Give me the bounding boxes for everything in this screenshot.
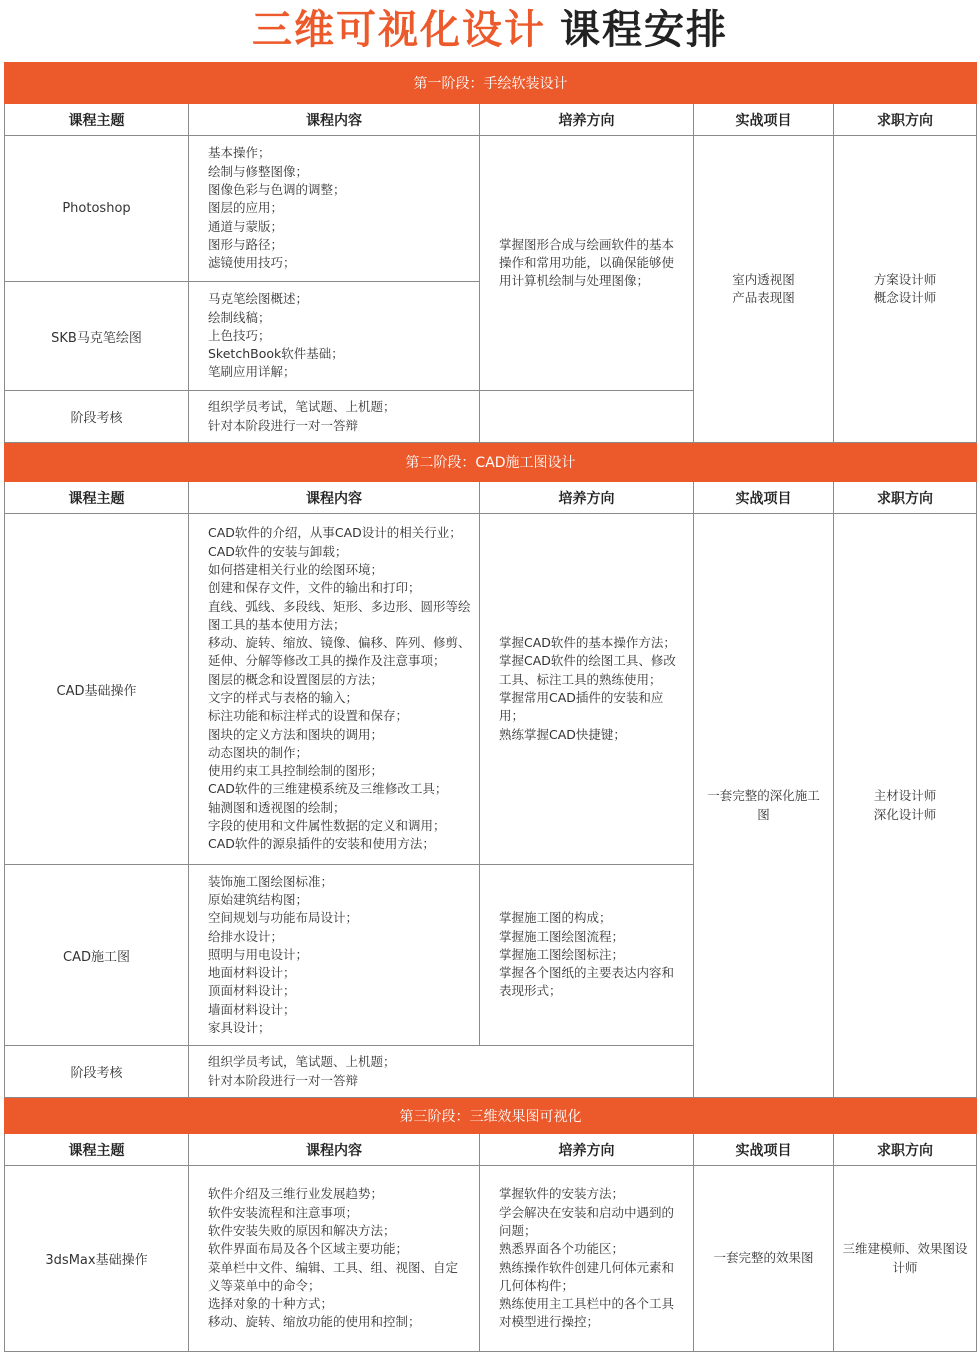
project-cell xyxy=(694,514,834,1098)
topic-cell: CAD施工图 xyxy=(5,865,189,1046)
column-header: 课程内容 xyxy=(189,482,480,514)
column-header: 培养方向 xyxy=(480,1134,694,1166)
page-title-highlight: 三维可视化设计 xyxy=(252,6,546,53)
topic-cell: CAD基础操作 xyxy=(5,514,189,865)
stage-title: 第三阶段：三维效果图可视化 xyxy=(5,1098,977,1134)
text-line: 掌握图形合成与绘画软件的基本操作和常用功能，以确保能够使用计算机绘制与处理图像； xyxy=(499,236,675,289)
text-line: 顶面材料设计； xyxy=(208,983,296,999)
text-line: 绘制线稿； xyxy=(208,309,271,325)
course-schedule-table xyxy=(4,62,977,1352)
text-line: 主材设计师 xyxy=(873,788,937,804)
text-line: 软件界面布局及各个区域主要功能； xyxy=(208,1241,409,1257)
text-line: 装饰施工图绘图标准； xyxy=(208,873,334,889)
content-cell xyxy=(189,391,480,443)
text-line: CAD软件的安装与卸载； xyxy=(208,543,348,559)
text-line: 文字的样式与表格的输入； xyxy=(208,690,359,705)
text-line: 学会解决在安装和启动中遇到的问题； xyxy=(499,1204,675,1238)
text-line: 移动、旋转、缩放、镜像、偏移、阵列、修剪、 xyxy=(208,635,471,651)
column-header: 课程内容 xyxy=(189,1134,480,1166)
content-cell xyxy=(189,514,480,865)
project-cell xyxy=(694,1166,834,1352)
job-cell xyxy=(834,1166,977,1352)
direction-cell xyxy=(480,1166,694,1352)
topic-cell: Photoshop xyxy=(5,136,189,282)
text-line: 掌握软件的安装方法； xyxy=(499,1186,625,1202)
text-line: 方案设计师 xyxy=(873,271,937,287)
text-line: 上色技巧； xyxy=(208,327,271,343)
table-row xyxy=(5,514,977,865)
text-line: 图像色彩与色调的调整； xyxy=(208,182,346,198)
topic-cell: 阶段考核 xyxy=(5,391,189,443)
text-line: 绘制与修整图像； xyxy=(208,163,309,179)
content-cell xyxy=(189,136,480,282)
column-header: 课程内容 xyxy=(189,104,480,136)
column-header: 求职方向 xyxy=(834,104,977,136)
stage-header-row xyxy=(5,443,977,482)
text-line: 动态图块的制作； xyxy=(208,744,309,760)
topic-cell: SKB马克笔绘图 xyxy=(5,282,189,391)
text-line: 概念设计师 xyxy=(873,290,937,305)
text-line: 直线、弧线、多段线、矩形、多边形、圆形等绘 xyxy=(208,598,471,614)
text-line: 菜单栏中文件、编辑、工具、组、视图、自定 xyxy=(208,1259,459,1275)
column-header: 实战项目 xyxy=(694,104,834,136)
text-line: 图形与路径； xyxy=(208,236,284,252)
text-line: 义等菜单中的命令； xyxy=(208,1277,321,1293)
direction-cell-empty xyxy=(480,391,694,443)
stage-title: 第一阶段：手绘软装设计 xyxy=(5,63,977,104)
stage-title: 第二阶段：CAD施工图设计 xyxy=(5,443,977,482)
text-line: 给排水设计； xyxy=(208,928,284,944)
stage-header-row xyxy=(5,1098,977,1134)
text-line: 熟练掌握CAD快捷键； xyxy=(499,726,626,742)
text-line: 掌握CAD软件的基本操作方法； xyxy=(499,635,676,651)
text-line: 三维建模师、效果图设计师 xyxy=(842,1241,968,1275)
text-line: 掌握各个图纸的主要表达内容和表现形式； xyxy=(499,965,675,999)
text-line: 原始建筑结构图； xyxy=(208,891,309,907)
page-title-rest: 课程安排 xyxy=(560,6,728,53)
column-header: 课程主题 xyxy=(5,1134,189,1166)
text-line: 马克笔绘图概述； xyxy=(208,291,309,307)
table-row xyxy=(5,136,977,282)
text-line: 墙面材料设计； xyxy=(208,1001,296,1017)
text-line: 组织学员考试，笔试题、上机题； xyxy=(208,399,396,415)
text-line: 使用约束工具控制绘制的图形； xyxy=(208,763,384,779)
column-header: 求职方向 xyxy=(834,482,977,514)
text-line: 掌握施工图绘图流程； xyxy=(499,928,625,944)
text-line: 软件安装失败的原因和解决方法； xyxy=(208,1222,396,1238)
page-title xyxy=(0,0,980,52)
text-line: 软件安装流程和注意事项； xyxy=(208,1204,359,1220)
column-header-row xyxy=(5,104,977,136)
text-line: 熟练操作软件创建几何体元素和几何体构件； xyxy=(499,1259,675,1293)
direction-cell xyxy=(480,865,694,1046)
text-line: 通道与蒙版； xyxy=(208,218,284,234)
stage-header-row xyxy=(5,63,977,104)
text-line: 基本操作； xyxy=(208,145,271,161)
text-line: 室内透视图 xyxy=(732,271,795,287)
column-header: 实战项目 xyxy=(694,1134,834,1166)
text-line: 延伸、分解等修改工具的操作及注意事项； xyxy=(208,653,446,669)
text-line: 针对本阶段进行一对一答辩 xyxy=(208,1072,359,1088)
text-line: 创建和保存文件，文件的输出和打印； xyxy=(208,580,421,596)
text-line: CAD软件的源泉插件的安装和使用方法； xyxy=(208,836,435,852)
content-cell xyxy=(189,282,480,391)
text-line: 标注功能和标注样式的设置和保存； xyxy=(208,708,409,724)
text-line: 掌握施工图的构成； xyxy=(499,910,612,926)
text-line: 选择对象的十种方式； xyxy=(208,1296,334,1312)
job-cell xyxy=(834,514,977,1098)
text-line: 组织学员考试，笔试题、上机题； xyxy=(208,1054,396,1070)
text-line: 图工具的基本使用方法； xyxy=(208,616,346,632)
text-line: 熟练使用主工具栏中的各个工具对模型进行操控； xyxy=(499,1296,675,1330)
column-header: 培养方向 xyxy=(480,104,694,136)
table-row xyxy=(5,1166,977,1352)
text-line: 轴测图和透视图的绘制； xyxy=(208,799,346,815)
text-line: 照明与用电设计； xyxy=(208,946,309,962)
text-line: 产品表现图 xyxy=(732,290,795,305)
column-header: 培养方向 xyxy=(480,482,694,514)
column-header-row xyxy=(5,482,977,514)
column-header: 课程主题 xyxy=(5,104,189,136)
text-line: CAD软件的三维建模系统及三维修改工具； xyxy=(208,781,448,797)
text-line: SketchBook软件基础； xyxy=(208,346,344,362)
text-line: 软件介绍及三维行业发展趋势； xyxy=(208,1186,384,1202)
text-line: 地面材料设计； xyxy=(208,965,296,981)
topic-cell: 3dsMax基础操作 xyxy=(5,1166,189,1352)
column-header: 课程主题 xyxy=(5,482,189,514)
content-cell xyxy=(189,1166,480,1352)
text-line: 家具设计； xyxy=(208,1020,271,1036)
text-line: 一套完整的深化施工图 xyxy=(707,788,820,822)
direction-cell xyxy=(480,136,694,391)
text-line: 掌握施工图绘图标注； xyxy=(499,946,625,962)
text-line: 图层的应用； xyxy=(208,200,284,216)
text-line: 一套完整的效果图 xyxy=(713,1250,814,1266)
column-header: 实战项目 xyxy=(694,482,834,514)
column-header: 求职方向 xyxy=(834,1134,977,1166)
text-line: 笔刷应用详解； xyxy=(208,364,296,380)
project-cell xyxy=(694,136,834,443)
text-line: CAD软件的介绍，从事CAD设计的相关行业； xyxy=(208,525,462,541)
text-line: 掌握CAD软件的绘图工具、修改工具、标注工具的熟练使用； xyxy=(499,653,676,687)
text-line: 图块的定义方法和图块的调用； xyxy=(208,726,384,742)
text-line: 深化设计师 xyxy=(873,806,937,822)
topic-cell: 阶段考核 xyxy=(5,1046,189,1098)
direction-cell xyxy=(480,514,694,865)
column-header-row xyxy=(5,1134,977,1166)
content-cell xyxy=(189,865,480,1046)
text-line: 图层的概念和设置图层的方法； xyxy=(208,671,384,687)
text-line: 空间规划与功能布局设计； xyxy=(208,910,359,926)
text-line: 字段的使用和文件属性数据的定义和调用； xyxy=(208,818,446,834)
text-line: 针对本阶段进行一对一答辩 xyxy=(208,417,359,433)
job-cell xyxy=(834,136,977,443)
text-line: 移动、旋转、缩放功能的使用和控制； xyxy=(208,1314,421,1330)
text-line: 如何搭建相关行业的绘图环境； xyxy=(208,561,384,577)
content-cell xyxy=(189,1046,694,1098)
text-line: 掌握常用CAD插件的安装和应用； xyxy=(499,690,664,724)
text-line: 熟悉界面各个功能区； xyxy=(499,1241,625,1257)
text-line: 滤镜使用技巧； xyxy=(208,255,296,271)
